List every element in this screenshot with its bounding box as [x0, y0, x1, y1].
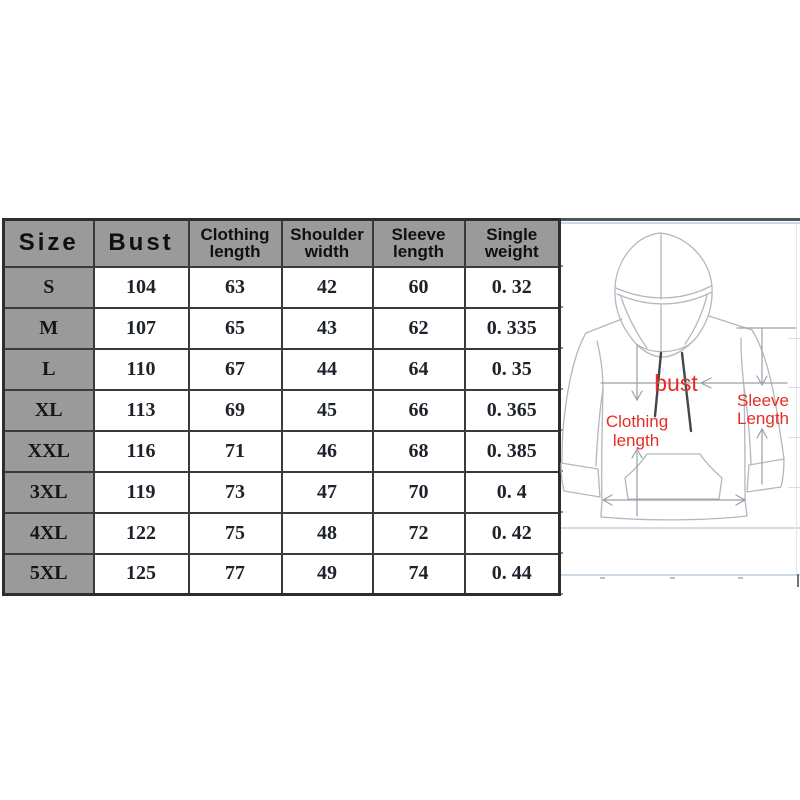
clothing-length-label-line1: Clothing	[605, 412, 669, 431]
size-cell: L	[4, 349, 94, 390]
header-row	[4, 220, 560, 267]
value-cell: 0. 42	[465, 513, 560, 554]
col-header-single-weight: Single weight	[465, 220, 560, 267]
table-row	[4, 308, 560, 349]
pocket-outline	[625, 454, 722, 499]
value-cell: 116	[94, 431, 189, 472]
value-cell: 73	[189, 472, 282, 513]
value-cell: 68	[373, 431, 465, 472]
size-cell: 5XL	[4, 554, 94, 595]
table-row	[4, 349, 560, 390]
value-cell: 107	[94, 308, 189, 349]
value-cell: 65	[189, 308, 282, 349]
value-cell: 0. 32	[465, 267, 560, 308]
value-cell: 125	[94, 554, 189, 595]
value-cell: 0. 4	[465, 472, 560, 513]
col-header-shoulder-width: Shoulder width	[282, 220, 373, 267]
table-row	[4, 390, 560, 431]
value-cell: 66	[373, 390, 465, 431]
value-cell: 69	[189, 390, 282, 431]
hood-outline	[615, 233, 712, 357]
size-cell: S	[4, 267, 94, 308]
value-cell: 43	[282, 308, 373, 349]
value-cell: 63	[189, 267, 282, 308]
value-cell: 74	[373, 554, 465, 595]
sleeve-length-label-line2: Length	[737, 409, 789, 428]
size-table	[2, 218, 561, 596]
col-header-clothing-length: Clothing length	[189, 220, 282, 267]
table-row	[4, 267, 560, 308]
bust-label: bust	[654, 370, 698, 396]
size-cell: 4XL	[4, 513, 94, 554]
value-cell: 67	[189, 349, 282, 390]
value-cell: 0. 35	[465, 349, 560, 390]
value-cell: 48	[282, 513, 373, 554]
size-cell: 3XL	[4, 472, 94, 513]
hoodie-drawing	[556, 220, 800, 590]
value-cell: 119	[94, 472, 189, 513]
size-cell: XL	[4, 390, 94, 431]
col-header-sleeve-length: Sleeve length	[373, 220, 465, 267]
col-header-bust: Bust	[94, 220, 189, 267]
value-cell: 46	[282, 431, 373, 472]
table-row	[4, 472, 560, 513]
value-cell: 75	[189, 513, 282, 554]
sleeve-length-label-line1: Sleeve	[737, 391, 789, 410]
table-row	[4, 554, 560, 595]
value-cell: 64	[373, 349, 465, 390]
value-cell: 0. 385	[465, 431, 560, 472]
table-row	[4, 513, 560, 554]
size-cell: XXL	[4, 431, 94, 472]
value-cell: 42	[282, 267, 373, 308]
value-cell: 113	[94, 390, 189, 431]
size-cell: M	[4, 308, 94, 349]
value-cell: 0. 365	[465, 390, 560, 431]
value-cell: 104	[94, 267, 189, 308]
value-cell: 60	[373, 267, 465, 308]
value-cell: 47	[282, 472, 373, 513]
value-cell: 77	[189, 554, 282, 595]
value-cell: 70	[373, 472, 465, 513]
value-cell: 72	[373, 513, 465, 554]
value-cell: 110	[94, 349, 189, 390]
col-header-size: Size	[4, 220, 94, 267]
value-cell: 44	[282, 349, 373, 390]
value-cell: 122	[94, 513, 189, 554]
table-row	[4, 431, 560, 472]
value-cell: 0. 335	[465, 308, 560, 349]
value-cell: 62	[373, 308, 465, 349]
value-cell: 0. 44	[465, 554, 560, 595]
value-cell: 71	[189, 431, 282, 472]
value-cell: 49	[282, 554, 373, 595]
value-cell: 45	[282, 390, 373, 431]
clothing-length-label-line2: length	[612, 431, 660, 450]
